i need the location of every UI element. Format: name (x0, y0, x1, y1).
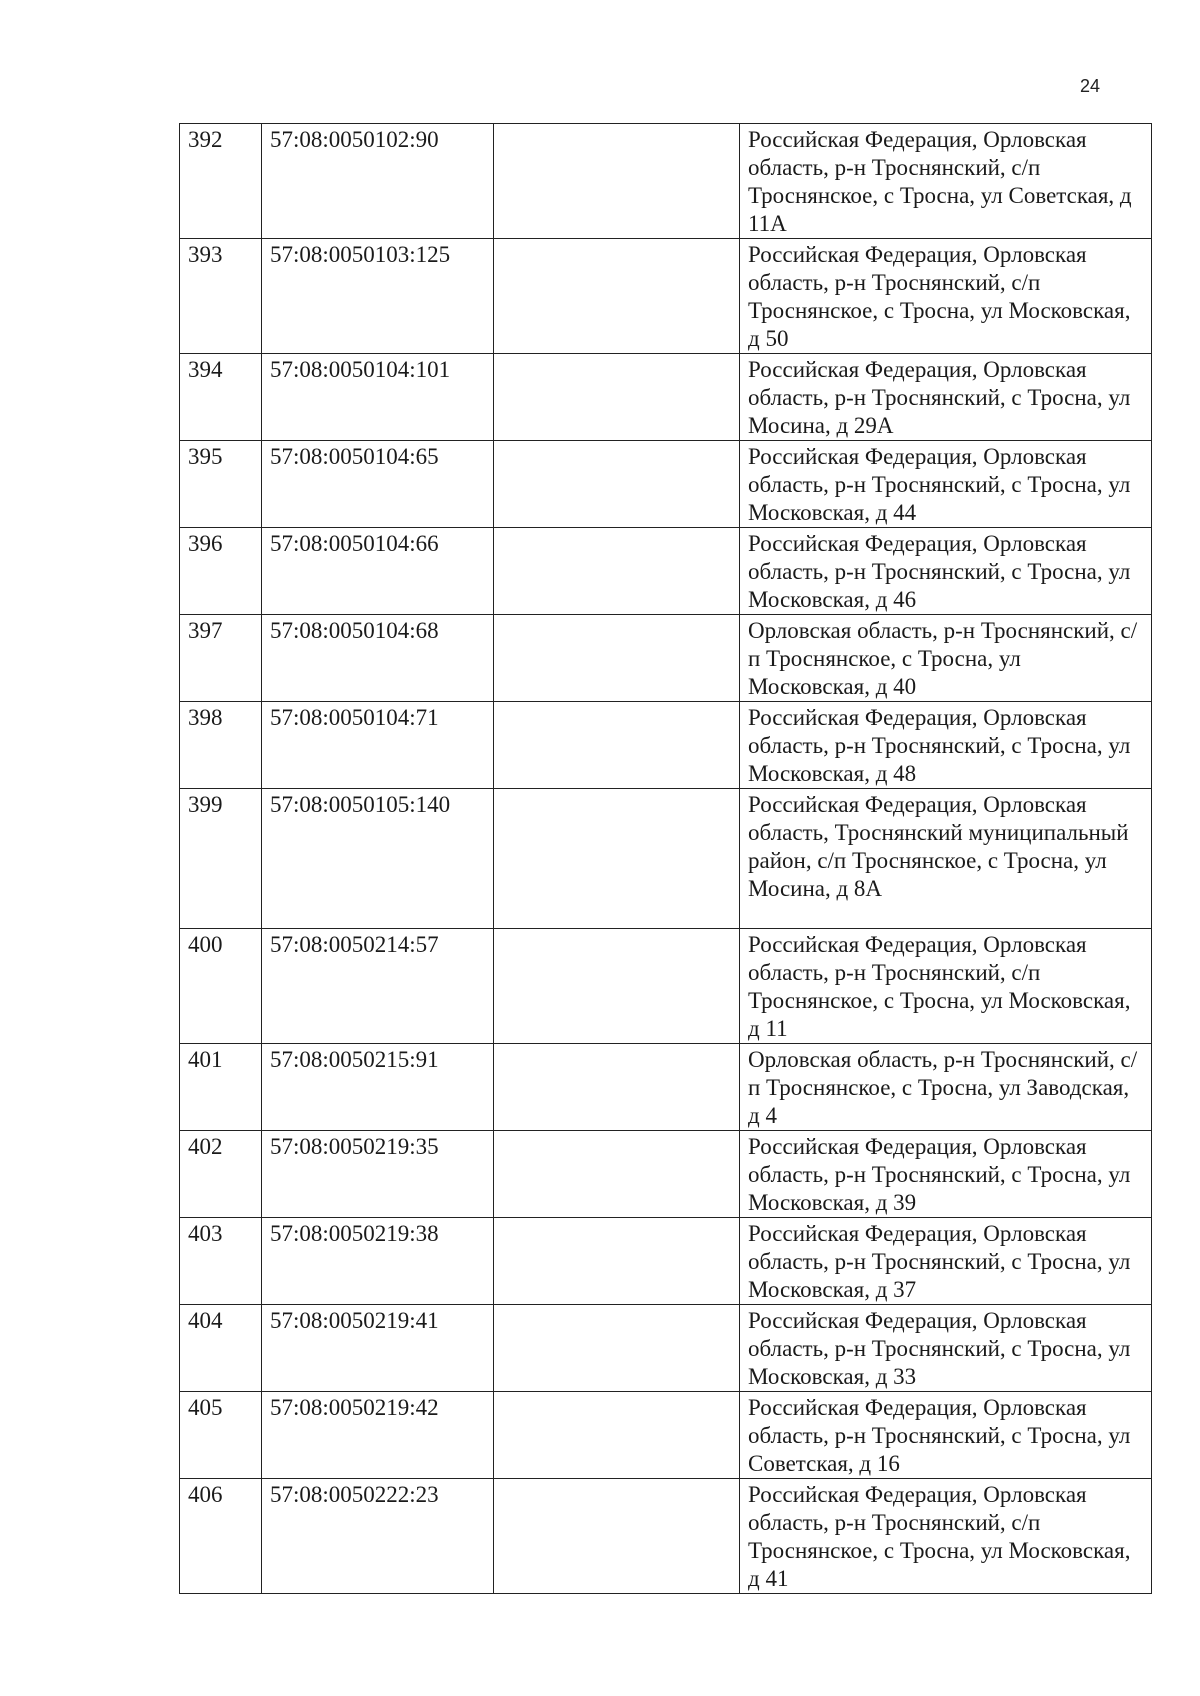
table-row (180, 1392, 1152, 1479)
cadastral-number-cell: 57:08:0050102:90 (262, 124, 494, 239)
row-number-cell: 397 (180, 615, 262, 702)
address-cell: Российская Федерация, Орловская область, р-н Троснянский, с Тросна, ул Московская, д 37 (740, 1218, 1152, 1305)
cadastral-number-cell: 57:08:0050214:57 (262, 929, 494, 1044)
cadastral-number-cell: 57:08:0050219:42 (262, 1392, 494, 1479)
cadastral-number-cell: 57:08:0050219:38 (262, 1218, 494, 1305)
cadastral-number-cell: 57:08:0050104:68 (262, 615, 494, 702)
cadastral-number-cell: 57:08:0050222:23 (262, 1479, 494, 1594)
address-cell: Российская Федерация, Орловская область, р-н Троснянский, с Тросна, ул Московская, д 48 (740, 702, 1152, 789)
address-cell: Российская Федерация, Орловская область, р-н Троснянский, с Тросна, ул Мосина, д 29А (740, 354, 1152, 441)
row-number-cell: 402 (180, 1131, 262, 1218)
cadastral-number-cell: 57:08:0050219:41 (262, 1305, 494, 1392)
property-registry-table (179, 123, 1152, 1594)
empty-cell (494, 789, 740, 929)
address-cell: Российская Федерация, Орловская область, р-н Троснянский, с Тросна, ул Московская, д 33 (740, 1305, 1152, 1392)
cadastral-number-cell: 57:08:0050219:35 (262, 1131, 494, 1218)
empty-cell (494, 1131, 740, 1218)
empty-cell (494, 124, 740, 239)
address-cell: Российская Федерация, Орловская область, р-н Троснянский, с/п Троснянское, с Тросна, ул Советская, д 11А (740, 124, 1152, 239)
address-cell: Орловская область, р-н Троснянский, с/п Троснянское, с Тросна, ул Московская, д 40 (740, 615, 1152, 702)
address-cell: Российская Федерация, Орловская область, р-н Троснянский, с Тросна, ул Московская, д 39 (740, 1131, 1152, 1218)
table-row (180, 1044, 1152, 1131)
address-cell: Российская Федерация, Орловская область, р-н Троснянский, с/п Троснянское, с Тросна, ул Московская, д 41 (740, 1479, 1152, 1594)
cadastral-number-cell: 57:08:0050215:91 (262, 1044, 494, 1131)
table-row (180, 239, 1152, 354)
table-row (180, 789, 1152, 929)
address-cell: Орловская область, р-н Троснянский, с/п Троснянское, с Тросна, ул Заводская, д 4 (740, 1044, 1152, 1131)
address-cell: Российская Федерация, Орловская область, р-н Троснянский, с Тросна, ул Московская, д 46 (740, 528, 1152, 615)
row-number-cell: 396 (180, 528, 262, 615)
row-number-cell: 401 (180, 1044, 262, 1131)
empty-cell (494, 1218, 740, 1305)
table-row (180, 702, 1152, 789)
cadastral-number-cell: 57:08:0050103:125 (262, 239, 494, 354)
table-row (180, 354, 1152, 441)
table-row (180, 124, 1152, 239)
empty-cell (494, 1479, 740, 1594)
address-cell: Российская Федерация, Орловская область, р-н Троснянский, с/п Троснянское, с Тросна, ул Московская, д 50 (740, 239, 1152, 354)
registry-body (180, 124, 1152, 1594)
row-number-cell: 406 (180, 1479, 262, 1594)
row-number-cell: 404 (180, 1305, 262, 1392)
row-number-cell: 394 (180, 354, 262, 441)
empty-cell (494, 1392, 740, 1479)
table-row (180, 1305, 1152, 1392)
cadastral-number-cell: 57:08:0050104:101 (262, 354, 494, 441)
row-number-cell: 405 (180, 1392, 262, 1479)
empty-cell (494, 702, 740, 789)
row-number-cell: 395 (180, 441, 262, 528)
row-number-cell: 400 (180, 929, 262, 1044)
cadastral-number-cell: 57:08:0050104:66 (262, 528, 494, 615)
address-cell: Российская Федерация, Орловская область, р-н Троснянский, с Тросна, ул Московская, д 44 (740, 441, 1152, 528)
row-number-cell: 399 (180, 789, 262, 929)
cadastral-number-cell: 57:08:0050105:140 (262, 789, 494, 929)
row-number-cell: 398 (180, 702, 262, 789)
empty-cell (494, 615, 740, 702)
cadastral-number-cell: 57:08:0050104:65 (262, 441, 494, 528)
row-number-cell: 392 (180, 124, 262, 239)
empty-cell (494, 1044, 740, 1131)
empty-cell (494, 929, 740, 1044)
row-number-cell: 393 (180, 239, 262, 354)
address-cell: Российская Федерация, Орловская область, р-н Троснянский, с Тросна, ул Советская, д 16 (740, 1392, 1152, 1479)
table-row (180, 1131, 1152, 1218)
empty-cell (494, 441, 740, 528)
table-row (180, 1479, 1152, 1594)
table-row (180, 1218, 1152, 1305)
row-number-cell: 403 (180, 1218, 262, 1305)
cadastral-number-cell: 57:08:0050104:71 (262, 702, 494, 789)
empty-cell (494, 1305, 740, 1392)
table-row (180, 615, 1152, 702)
address-cell: Российская Федерация, Орловская область, Троснянский муниципальный район, с/п Троснянское, с Тросна, ул Мосина, д 8А (740, 789, 1152, 929)
empty-cell (494, 354, 740, 441)
table-row (180, 528, 1152, 615)
empty-cell (494, 239, 740, 354)
address-cell: Российская Федерация, Орловская область, р-н Троснянский, с/п Троснянское, с Тросна, ул Московская, д 11 (740, 929, 1152, 1044)
empty-cell (494, 528, 740, 615)
table-row (180, 929, 1152, 1044)
table-row (180, 441, 1152, 528)
page-number: 24 (1080, 76, 1101, 96)
